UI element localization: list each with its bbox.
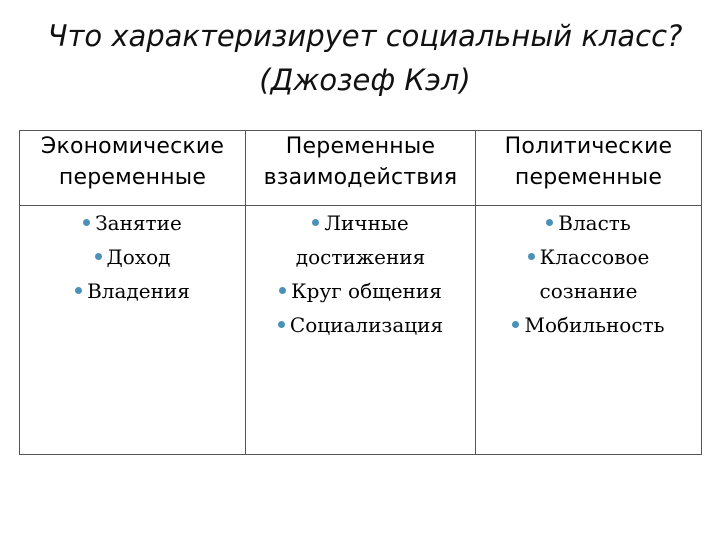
item-text: Занятие <box>95 211 182 235</box>
bullet-icon <box>546 219 553 226</box>
title-line-2: (Джозеф Кэл) <box>259 63 471 97</box>
item-text: Личные <box>324 211 409 235</box>
list-item <box>476 308 701 342</box>
list-item <box>20 206 245 240</box>
header-economic-line-1: Экономические <box>40 134 225 159</box>
bullet-icon <box>312 219 319 226</box>
list-item <box>246 274 475 308</box>
header-economic <box>20 131 246 206</box>
list-item <box>476 240 701 308</box>
item-text: Власть <box>558 211 631 235</box>
list-item <box>246 308 475 342</box>
item-text: Социализация <box>289 313 444 337</box>
slide-title <box>0 14 720 102</box>
bullet-icon <box>83 219 90 226</box>
item-text: Классовое <box>539 245 650 269</box>
title-line-1: Что характеризирует социальный класс? <box>47 19 683 53</box>
list-item <box>476 206 701 240</box>
variables-table <box>19 130 702 455</box>
bullet-icon <box>75 287 82 294</box>
list-item <box>20 274 245 308</box>
body-row <box>20 206 702 455</box>
political-list <box>476 206 701 342</box>
political-cell <box>476 206 702 455</box>
item-text-continued: достижения <box>295 245 426 269</box>
list-item <box>20 240 245 274</box>
item-text: Доход <box>106 245 171 269</box>
item-text: Круг общения <box>291 279 442 303</box>
bullet-icon <box>528 253 535 260</box>
header-political-line-2: переменные <box>514 165 663 190</box>
bullet-icon <box>95 253 102 260</box>
header-interaction <box>246 131 476 206</box>
list-item <box>246 206 475 274</box>
header-political <box>476 131 702 206</box>
economic-cell <box>20 206 246 455</box>
header-interaction-line-1: Переменные <box>285 134 436 159</box>
header-row <box>20 131 702 206</box>
economic-list <box>20 206 245 308</box>
bullet-icon <box>512 321 519 328</box>
bullet-icon <box>278 321 285 328</box>
interaction-cell <box>246 206 476 455</box>
bullet-icon <box>279 287 286 294</box>
item-text: Владения <box>87 279 190 303</box>
item-text: Мобильность <box>524 313 665 337</box>
item-text-continued: сознание <box>539 279 638 303</box>
header-interaction-line-2: взаимодействия <box>263 165 458 190</box>
header-economic-line-2: переменные <box>58 165 207 190</box>
header-political-line-1: Политические <box>504 134 673 159</box>
interaction-list <box>246 206 475 342</box>
